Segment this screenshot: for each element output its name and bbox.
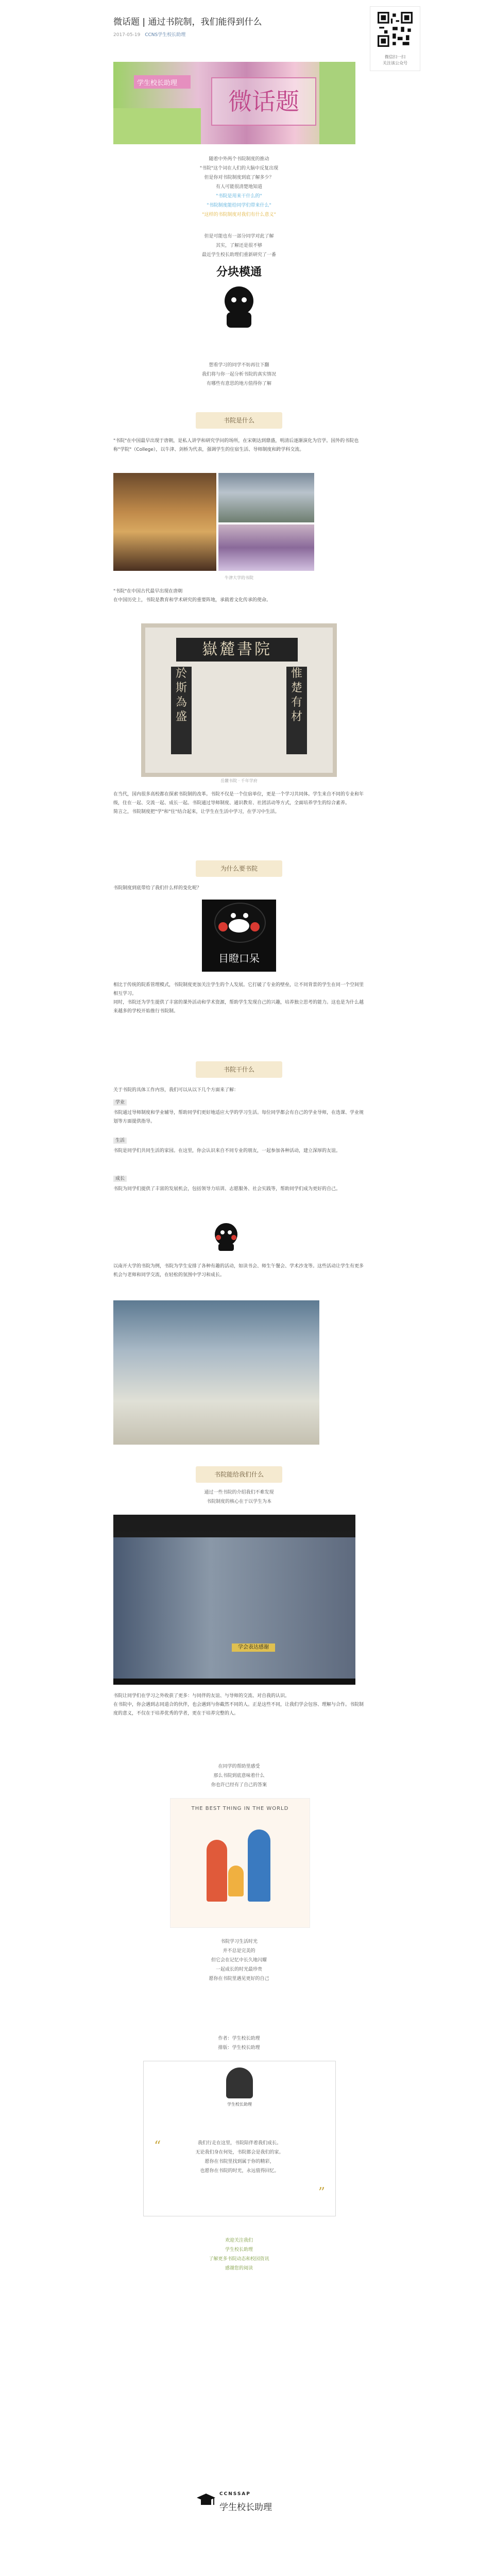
closing-line: 一起成长的时光最珍贵 (215, 1967, 262, 1972)
qr-code-box (370, 6, 420, 71)
sec3-para4: 书院为同学们提供了丰富的发展机会，包括领导力培训、志愿服务、社会实践等，帮助同学们成为更好的自己。 (113, 1187, 341, 1192)
qr-code-icon (378, 12, 413, 47)
tag-label: 学业 (113, 1099, 127, 1106)
author-avatar (226, 2067, 253, 2098)
quote-line: 我们行走在这里，书院陪伴着我们成长。 (197, 2141, 281, 2146)
sec4-sub-line: 书院制度的核心在于以学生为本 (206, 1499, 271, 1504)
sec1-para3: 在当代，国内很多高校都在探索书院制的改革。书院不仅是一个住宿单位，更是一个学习共同体。学生来自不同的专业和年级，住在一起、交流一起、成长一起。书院通过导师制度、通识教育、社团活动等方式，全面培养学生的综合素养。 简言之，书院制度把"学"和"住"结合起来，让学生在生活中学习，在学习中生活。 (113, 792, 364, 815)
sec3-para2: 书院通过导师制度和学业辅导，帮助同学们更好地适应大学的学习生活。每位同学都会有自己的学业导师，在选课、学业规划等方面提供指导。 (113, 1110, 364, 1124)
sec3-para5: 以南开大学的书院为例，书院为学生安排了各种有趣的活动，如读书会、师生午餐会、学术沙龙等。这些活动让学生有更多机会与老师和同学交流，在轻松的氛围中学习和成长。 (113, 1264, 364, 1278)
intro-line: 但是你对书院制度到底了解多少？ (204, 175, 274, 180)
section-title-text: 为什么要书院 (220, 865, 258, 872)
sec3-para3: 书院是同学们共同生活的家园。在这里，你会认识来自不同专业的朋友，一起参加各种活动，建立深厚的友谊。 (113, 1148, 341, 1154)
intro-line: "这样的书院制度对我们有什么意义" (202, 212, 276, 217)
bear-eye (243, 913, 248, 918)
academy-sign: 嶽麓書院 (176, 638, 298, 662)
figure-mother (207, 1840, 227, 1902)
caption-yuelu: 岳麓书院 · 千年学府 (220, 778, 258, 783)
footer-logo (196, 2488, 283, 2519)
tail-line: 了解更多书院动态和校园资讯 (209, 2257, 269, 2262)
bear-eye (231, 913, 236, 918)
couplet-left: 於 斯 為 盛 (171, 667, 192, 754)
graduation-cap-icon (196, 2490, 216, 2511)
tag-growth (113, 1175, 127, 1183)
closing-line: 书院学习生活时光 (220, 1939, 258, 1944)
quote-open-icon: “ (154, 2139, 161, 2154)
bubble-lines (113, 361, 365, 388)
tag-label: 生活 (113, 1138, 127, 1144)
photo-college-building (218, 473, 314, 522)
video-subtitle: 学会表达感谢 (232, 1643, 275, 1652)
closing-line: 并不总是完美的 (223, 1948, 255, 1954)
tail-line: 欢迎关注我们 (225, 2238, 253, 2243)
photo-library-hall (113, 473, 216, 571)
photo-classroom (113, 1300, 319, 1445)
photo-dining-hall (218, 524, 314, 571)
intro2-line: 其实，了解还是很不够 (215, 243, 262, 248)
sec4-sub-line: 通过一些书院的介绍我们不难发现 (204, 1490, 274, 1495)
intro-line: "书院是用来干什么的" (216, 194, 262, 199)
section-title-text: 书院是什么 (223, 417, 254, 424)
sec1-para1: "书院"在中国最早出现于唐朝，是私人讲学和研究学问的场所，在宋朝达到鼎盛，明清后逐渐演化为官学。国外的书院也称"学院"（College），以牛津、剑桥为代表，强调学生的住宿生活、导师制度和跨学科交流。 (113, 438, 359, 452)
closing-line: 在同学的帮助里感受 (218, 1764, 260, 1769)
intro-line: 有人可能很清楚地知道 (215, 184, 262, 190)
banner-label: 学生校长助理 (137, 79, 178, 87)
illustration-title: THE BEST THING IN THE WORLD (191, 1806, 289, 1811)
intro2-block (113, 232, 365, 260)
author-block (113, 2034, 365, 2053)
bear-muzzle (229, 919, 249, 933)
kumamon-small-image (208, 1221, 244, 1252)
video-controls[interactable] (113, 1679, 355, 1685)
closing-lines-bottom (113, 1937, 365, 1984)
photo-yuelu-academy (141, 623, 337, 777)
bubble-line: 我们将与你一起分析书院的真实情况 (201, 372, 276, 377)
intro2-line: 但是可能也有一部分同学对此了解 (204, 234, 274, 239)
closing-line: 你也许已经有了自己的答案 (211, 1783, 267, 1788)
bear-cheek (218, 922, 228, 931)
publish-date: 2017-05-19 (113, 32, 141, 38)
logo-chinese: 学生校长助理 (219, 2502, 272, 2513)
quote-line: 愿你在书院里找到属于你的精彩， (204, 2159, 275, 2164)
closing-line: 愿你在书院里遇见更好的自己 (209, 1976, 269, 1981)
bear-cheek (250, 922, 260, 931)
closing-lines-top (113, 1762, 365, 1790)
quote-line: 也愿你在书院的时光，永远值得回忆。 (200, 2168, 279, 2174)
intro-line: "书院制度能给同学们带来什么" (207, 203, 271, 208)
video-frame (113, 1537, 355, 1682)
tail-lines (113, 2236, 365, 2273)
section-title-give (196, 1466, 282, 1483)
intro-line: "书院"这个词在人们的大脑中反复出现 (199, 166, 279, 171)
logo-english: CCNSSAP (219, 2492, 251, 2497)
sec4-sub (113, 1488, 365, 1506)
author-sub: 排版：学生校长助理 (218, 2045, 260, 2050)
qr-caption-line1: 微信扫一扫 (385, 55, 405, 59)
article-title: 微话题 | 通过书院制，我们能得到什么 (113, 17, 262, 27)
sec2-para2: 相比于传统的院系管理模式，书院制度更加关注学生的个人发展。它打破了专业的壁垒，让不同背景的学生在同一个空间里相互学习。 同时，书院还为学生提供了丰富的课外活动和学术资源，帮助学生发现自己的兴趣，培养独立思考的能力。这也是为什么越来越多的学校开始推行书院制。 (113, 982, 364, 1014)
family-illustration (170, 1798, 310, 1928)
section-title-text: 书院干什么 (223, 1066, 254, 1073)
quote-text (164, 2139, 315, 2176)
bubble-line: 想看学习的同学不妨再往下翻 (209, 363, 269, 368)
bear-small-icon (208, 1221, 244, 1252)
caption-oxford: 牛津大学的书院 (225, 575, 253, 580)
closing-line: 那么书院到底意味着什么 (213, 1773, 265, 1778)
figure-icon (215, 282, 263, 330)
quote-line: 无论我们身在何处，书院都会是我们的家。 (195, 2150, 284, 2155)
header-banner (113, 62, 355, 144)
couplet-right: 惟 楚 有 材 (286, 667, 307, 754)
sec3-para1: 关于书院的具体工作内容，我们可以从以下几个方面来了解： (113, 1088, 239, 1093)
tail-line: 学生校长助理 (225, 2247, 253, 2252)
banner-flowers-right (319, 62, 355, 144)
banner-flowers-left (113, 108, 201, 144)
bubble-heading: 分块模通 (216, 266, 262, 279)
sec4-para1: 书院让同学们在学习之外收获了更多：与同伴的友谊、与导师的交流、对自我的认识。 在书院中，你会遇到志同道合的伙伴，也会遇到与你截然不同的人。正是这些不同，让我们学会包容、理解与合作。书院制度的意义，不仅在于培养优秀的学者，更在于培养完整的人。 (113, 1693, 364, 1716)
closing-line: 但它会在记忆中长久地闪耀 (211, 1958, 267, 1963)
heading-figure (215, 282, 263, 330)
section-title-text: 书院能给我们什么 (214, 1471, 264, 1478)
figure-father (248, 1829, 270, 1902)
section-title-what (196, 412, 282, 429)
banner-title: 微话题 (211, 77, 316, 126)
qr-caption-line2: 关注该公众号 (383, 61, 407, 65)
bear-caption: 目瞪口呆 (218, 952, 260, 964)
tail-line: 感谢您的阅读 (225, 2266, 253, 2271)
video-player[interactable] (113, 1515, 355, 1685)
tag-life (113, 1137, 127, 1145)
figure-child (228, 1866, 244, 1896)
quote-card (143, 2061, 336, 2216)
kumamon-reaction-image (202, 900, 276, 972)
article-meta (113, 31, 185, 38)
avatar-tag: 学生校长助理 (227, 2102, 252, 2107)
section-title-do (196, 1061, 282, 1078)
sec1-para2: "书院"在中国古代最早出现在唐朝 在中国历史上，书院是教育和学术研究的重要阵地，承载着文化传承的使命。 (113, 589, 271, 603)
account-link[interactable]: CCNS学生校长助理 (145, 32, 186, 38)
tag-label: 成长 (113, 1176, 127, 1182)
tag-study (113, 1098, 127, 1107)
intro-block (113, 155, 365, 219)
author-label: 作者：学生校长助理 (218, 2036, 260, 2041)
bubble-line: 有哪些有意思的地方值得你了解 (206, 381, 271, 386)
quote-close-icon: ” (318, 2185, 325, 2200)
intro2-line: 最近学生校长助理们重新研究了一番 (201, 252, 276, 258)
intro-line: 随着中外两个书院制度的推动 (209, 157, 269, 162)
qr-caption (370, 54, 420, 66)
section-title-why (196, 860, 282, 877)
sec2-para1: 书院制度到底带给了我们什么样的变化呢？ (113, 886, 202, 891)
